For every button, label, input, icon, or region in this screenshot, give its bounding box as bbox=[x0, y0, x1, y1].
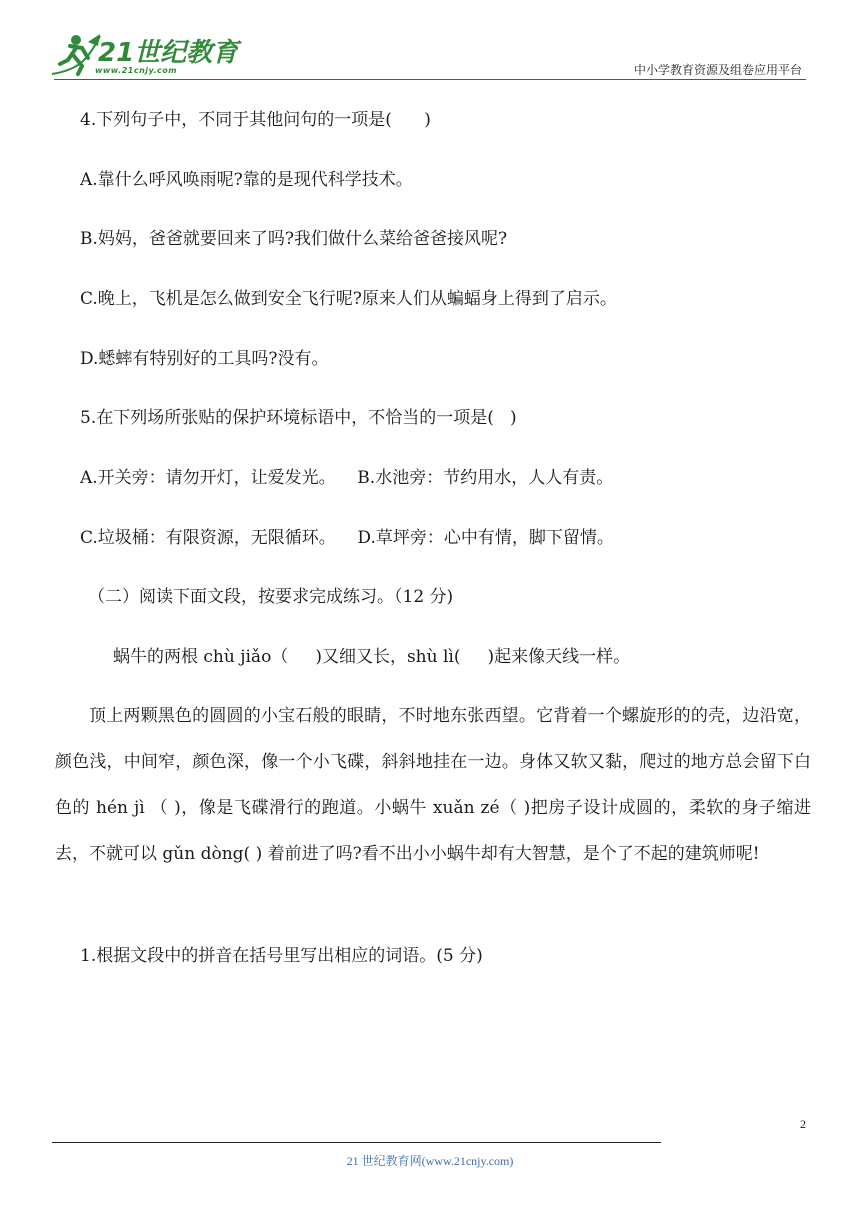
question-4-option-d: D.蟋蟀有特别好的工具吗?没有。 bbox=[80, 349, 329, 369]
question-4-option-c: C.晚上，飞机是怎么做到安全飞行呢?原来人们从蝙蝠身上得到了启示。 bbox=[80, 289, 617, 309]
page-header bbox=[0, 0, 860, 84]
passage-first-line: 蜗牛的两根 chù jiǎo（ )又细又长，shù lì( )起来像天线一样。 bbox=[113, 647, 631, 667]
question-4-option-a: A.靠什么呼风唤雨呢?靠的是现代科学技术。 bbox=[80, 170, 413, 190]
footer-site: 21 世纪教育网(www.21cnjy.com) bbox=[346, 1154, 514, 1168]
sub-question-1: 1.根据文段中的拼音在括号里写出相应的词语。(5 分) bbox=[80, 946, 483, 966]
passage-paragraph: 顶上两颗黑色的圆圆的小宝石般的眼睛，不时地东张西望。它背着一个螺旋形的的壳，边沿宽，颜色浅，中间窄，颜色深，像一个小飞碟，斜斜地挂在一边。身体又软又黏，爬过的地方总会留下白色的 hén jì （ )，像是飞碟滑行的跑道。小蜗牛 xuǎn zé（ )把房子设计成圆的，柔软的身子缩进去，不就可以 gǔn dòng( ) 着前进了吗?看不出小小蜗牛却有大智慧，是个了不起的建筑师呢! bbox=[55, 706, 811, 864]
page-number: 2 bbox=[800, 1117, 806, 1131]
section-heading: （二）阅读下面文段，按要求完成练习。（12 分) bbox=[88, 587, 454, 607]
platform-name: 中小学教育资源及组卷应用平台 bbox=[633, 63, 802, 77]
logo-url: www.21cnjy.com bbox=[95, 66, 178, 75]
question-5-options-ab: A.开关旁：请勿开灯，让爱发光。 B.水池旁：节约用水，人人有责。 bbox=[80, 468, 614, 488]
question-4: 4.下列句子中，不同于其他问句的一项是( ) bbox=[80, 110, 431, 130]
footer-divider bbox=[52, 1142, 661, 1143]
header-divider bbox=[54, 79, 806, 80]
question-4-option-b: B.妈妈，爸爸就要回来了吗?我们做什么菜给爸爸接风呢? bbox=[80, 229, 508, 249]
question-5-options-cd: C.垃圾桶：有限资源，无限循环。 D.草坪旁：心中有情，脚下留情。 bbox=[80, 528, 614, 548]
logo-text: 21世纪教育 bbox=[98, 38, 239, 68]
question-5: 5.在下列场所张贴的保护环境标语中，不恰当的一项是( ) bbox=[80, 408, 517, 428]
